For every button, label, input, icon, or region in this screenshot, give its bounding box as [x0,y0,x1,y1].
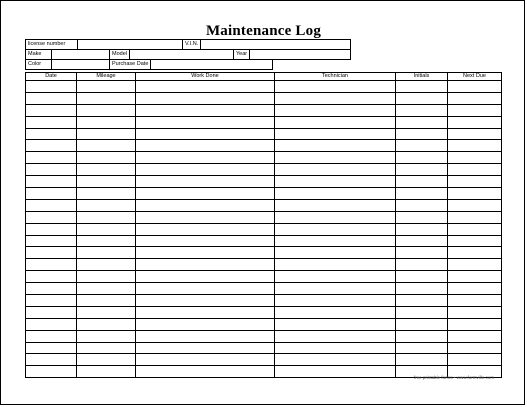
log-cell-date[interactable] [26,235,77,247]
log-cell-mileage[interactable] [77,235,136,247]
log-row [26,271,502,283]
log-cell-mileage[interactable] [77,211,136,223]
log-row [26,199,502,211]
log-cell-initials[interactable] [396,271,448,283]
log-cell-initials[interactable] [396,235,448,247]
log-cell-technician[interactable] [275,306,396,318]
model-field[interactable] [130,50,234,60]
log-cell-next-due[interactable] [448,188,502,200]
log-row [26,176,502,188]
log-cell-initials[interactable] [396,188,448,200]
log-cell-work-done[interactable] [136,366,275,378]
log-cell-date[interactable] [26,283,77,295]
log-cell-work-done[interactable] [136,104,275,116]
log-cell-mileage[interactable] [77,152,136,164]
log-cell-work-done[interactable] [136,223,275,235]
log-cell-date[interactable] [26,247,77,259]
log-row [26,104,502,116]
log-cell-mileage[interactable] [77,247,136,259]
log-cell-work-done[interactable] [136,92,275,104]
log-cell-date[interactable] [26,259,77,271]
log-cell-initials[interactable] [396,247,448,259]
log-row [26,223,502,235]
log-cell-technician[interactable] [275,92,396,104]
log-row [26,330,502,342]
log-cell-date[interactable] [26,330,77,342]
log-cell-initials[interactable] [396,92,448,104]
log-cell-date[interactable] [26,306,77,318]
log-cell-mileage[interactable] [77,271,136,283]
log-cell-technician[interactable] [275,342,396,354]
log-cell-initials[interactable] [396,342,448,354]
log-cell-mileage[interactable] [77,342,136,354]
log-cell-initials[interactable] [396,354,448,366]
log-cell-mileage[interactable] [77,128,136,140]
log-cell-next-due[interactable] [448,271,502,283]
log-cell-date[interactable] [26,176,77,188]
license-number-label: license number [26,40,78,50]
log-cell-date[interactable] [26,271,77,283]
log-cell-next-due[interactable] [448,318,502,330]
log-row [26,140,502,152]
log-cell-next-due[interactable] [448,306,502,318]
log-cell-next-due[interactable] [448,128,502,140]
log-cell-date[interactable] [26,81,77,93]
log-header-row [26,73,502,81]
log-cell-technician[interactable] [275,211,396,223]
log-cell-work-done[interactable] [136,330,275,342]
log-cell-technician[interactable] [275,295,396,307]
log-cell-mileage[interactable] [77,306,136,318]
log-cell-next-due[interactable] [448,259,502,271]
log-cell-work-done[interactable] [136,247,275,259]
log-cell-date[interactable] [26,104,77,116]
log-cell-work-done[interactable] [136,152,275,164]
log-cell-work-done[interactable] [136,164,275,176]
log-cell-technician[interactable] [275,235,396,247]
log-cell-technician[interactable] [275,247,396,259]
column-header-technician: Technician [275,73,396,81]
log-cell-date[interactable] [26,295,77,307]
log-row [26,306,502,318]
log-cell-technician[interactable] [275,81,396,93]
log-cell-next-due[interactable] [448,164,502,176]
log-row [26,211,502,223]
log-row [26,259,502,271]
log-cell-next-due[interactable] [448,199,502,211]
log-cell-next-due[interactable] [448,81,502,93]
log-cell-next-due[interactable] [448,295,502,307]
purchase-date-field[interactable] [151,60,273,70]
vin-field[interactable] [201,40,351,50]
log-cell-technician[interactable] [275,176,396,188]
log-cell-date[interactable] [26,164,77,176]
log-cell-technician[interactable] [275,164,396,176]
log-cell-work-done[interactable] [136,295,275,307]
log-cell-initials[interactable] [396,223,448,235]
log-cell-date[interactable] [26,199,77,211]
log-cell-date[interactable] [26,211,77,223]
log-cell-next-due[interactable] [448,330,502,342]
log-cell-work-done[interactable] [136,81,275,93]
maintenance-log-table [25,72,502,378]
log-cell-technician[interactable] [275,259,396,271]
log-cell-mileage[interactable] [77,92,136,104]
log-cell-technician[interactable] [275,330,396,342]
log-cell-mileage[interactable] [77,318,136,330]
log-cell-date[interactable] [26,223,77,235]
log-cell-date[interactable] [26,152,77,164]
log-cell-work-done[interactable] [136,306,275,318]
log-cell-technician[interactable] [275,104,396,116]
log-cell-initials[interactable] [396,104,448,116]
log-cell-initials[interactable] [396,259,448,271]
log-cell-technician[interactable] [275,199,396,211]
log-row [26,81,502,93]
log-cell-mileage[interactable] [77,223,136,235]
log-cell-next-due[interactable] [448,176,502,188]
log-cell-date[interactable] [26,318,77,330]
log-cell-mileage[interactable] [77,283,136,295]
log-cell-date[interactable] [26,342,77,354]
log-cell-date[interactable] [26,140,77,152]
color-field[interactable] [52,60,110,70]
log-cell-technician[interactable] [275,140,396,152]
log-cell-next-due[interactable] [448,235,502,247]
log-cell-initials[interactable] [396,306,448,318]
log-cell-technician[interactable] [275,354,396,366]
log-row [26,318,502,330]
color-label: Color [26,60,52,70]
log-row [26,235,502,247]
column-header-next-due: Next Due [448,73,502,81]
log-cell-work-done[interactable] [136,235,275,247]
log-cell-technician[interactable] [275,318,396,330]
log-cell-mileage[interactable] [77,140,136,152]
log-row [26,128,502,140]
log-cell-technician[interactable] [275,223,396,235]
log-cell-mileage[interactable] [77,295,136,307]
log-cell-mileage[interactable] [77,366,136,378]
log-cell-mileage[interactable] [77,176,136,188]
log-body [26,81,502,378]
log-cell-date[interactable] [26,92,77,104]
log-cell-work-done[interactable] [136,259,275,271]
log-cell-initials[interactable] [396,116,448,128]
log-cell-work-done[interactable] [136,342,275,354]
column-header-initials: Initials [396,73,448,81]
make-field[interactable] [52,50,110,60]
log-cell-next-due[interactable] [448,283,502,295]
log-cell-initials[interactable] [396,81,448,93]
log-cell-initials[interactable] [396,295,448,307]
log-cell-work-done[interactable] [136,271,275,283]
log-cell-date[interactable] [26,188,77,200]
log-cell-work-done[interactable] [136,176,275,188]
log-cell-technician[interactable] [275,283,396,295]
log-cell-next-due[interactable] [448,342,502,354]
log-cell-technician[interactable] [275,152,396,164]
log-cell-next-due[interactable] [448,104,502,116]
vin-label: V.I.N. [183,40,201,50]
log-cell-mileage[interactable] [77,164,136,176]
footer-credit: free printable forms • www.formville.com [413,375,494,380]
log-cell-work-done[interactable] [136,283,275,295]
log-cell-technician[interactable] [275,116,396,128]
log-row [26,152,502,164]
log-cell-work-done[interactable] [136,188,275,200]
log-cell-date[interactable] [26,366,77,378]
year-field[interactable] [250,50,351,60]
log-cell-initials[interactable] [396,152,448,164]
log-cell-work-done[interactable] [136,140,275,152]
log-cell-work-done[interactable] [136,128,275,140]
log-cell-mileage[interactable] [77,81,136,93]
log-cell-work-done[interactable] [136,199,275,211]
log-cell-work-done[interactable] [136,116,275,128]
vehicle-info-row-3 [25,59,273,70]
column-header-work-done: Work Done [136,73,275,81]
log-cell-date[interactable] [26,128,77,140]
log-cell-initials[interactable] [396,164,448,176]
column-header-mileage: Mileage [77,73,136,81]
log-cell-initials[interactable] [396,283,448,295]
log-row [26,247,502,259]
column-header-date: Date [26,73,77,81]
log-cell-next-due[interactable] [448,92,502,104]
log-cell-mileage[interactable] [77,104,136,116]
log-row [26,354,502,366]
log-row [26,342,502,354]
log-row [26,92,502,104]
log-cell-initials[interactable] [396,176,448,188]
log-row [26,188,502,200]
purchase-date-label: Purchase Date [110,60,151,70]
log-cell-work-done[interactable] [136,211,275,223]
log-cell-mileage[interactable] [77,354,136,366]
make-label: Make [26,50,52,60]
log-cell-initials[interactable] [396,318,448,330]
log-cell-work-done[interactable] [136,354,275,366]
log-cell-next-due[interactable] [448,116,502,128]
log-row [26,164,502,176]
model-label: Model [110,50,130,60]
page-title: Maintenance Log [205,23,322,39]
license-number-field[interactable] [78,40,183,50]
log-cell-technician[interactable] [275,271,396,283]
log-cell-technician[interactable] [275,188,396,200]
log-row [26,295,502,307]
log-cell-mileage[interactable] [77,188,136,200]
log-cell-initials[interactable] [396,128,448,140]
log-cell-next-due[interactable] [448,247,502,259]
log-cell-technician[interactable] [275,366,396,378]
log-cell-work-done[interactable] [136,318,275,330]
log-row [26,283,502,295]
log-cell-mileage[interactable] [77,116,136,128]
log-cell-next-due[interactable] [448,354,502,366]
year-label: Year [234,50,250,60]
log-cell-next-due[interactable] [448,140,502,152]
log-cell-mileage[interactable] [77,199,136,211]
log-cell-initials[interactable] [396,330,448,342]
log-cell-date[interactable] [26,354,77,366]
log-cell-mileage[interactable] [77,330,136,342]
log-cell-date[interactable] [26,116,77,128]
log-cell-initials[interactable] [396,211,448,223]
log-row [26,116,502,128]
log-cell-mileage[interactable] [77,259,136,271]
log-cell-initials[interactable] [396,199,448,211]
log-cell-next-due[interactable] [448,211,502,223]
log-cell-next-due[interactable] [448,152,502,164]
log-cell-initials[interactable] [396,140,448,152]
log-cell-technician[interactable] [275,128,396,140]
log-cell-next-due[interactable] [448,223,502,235]
